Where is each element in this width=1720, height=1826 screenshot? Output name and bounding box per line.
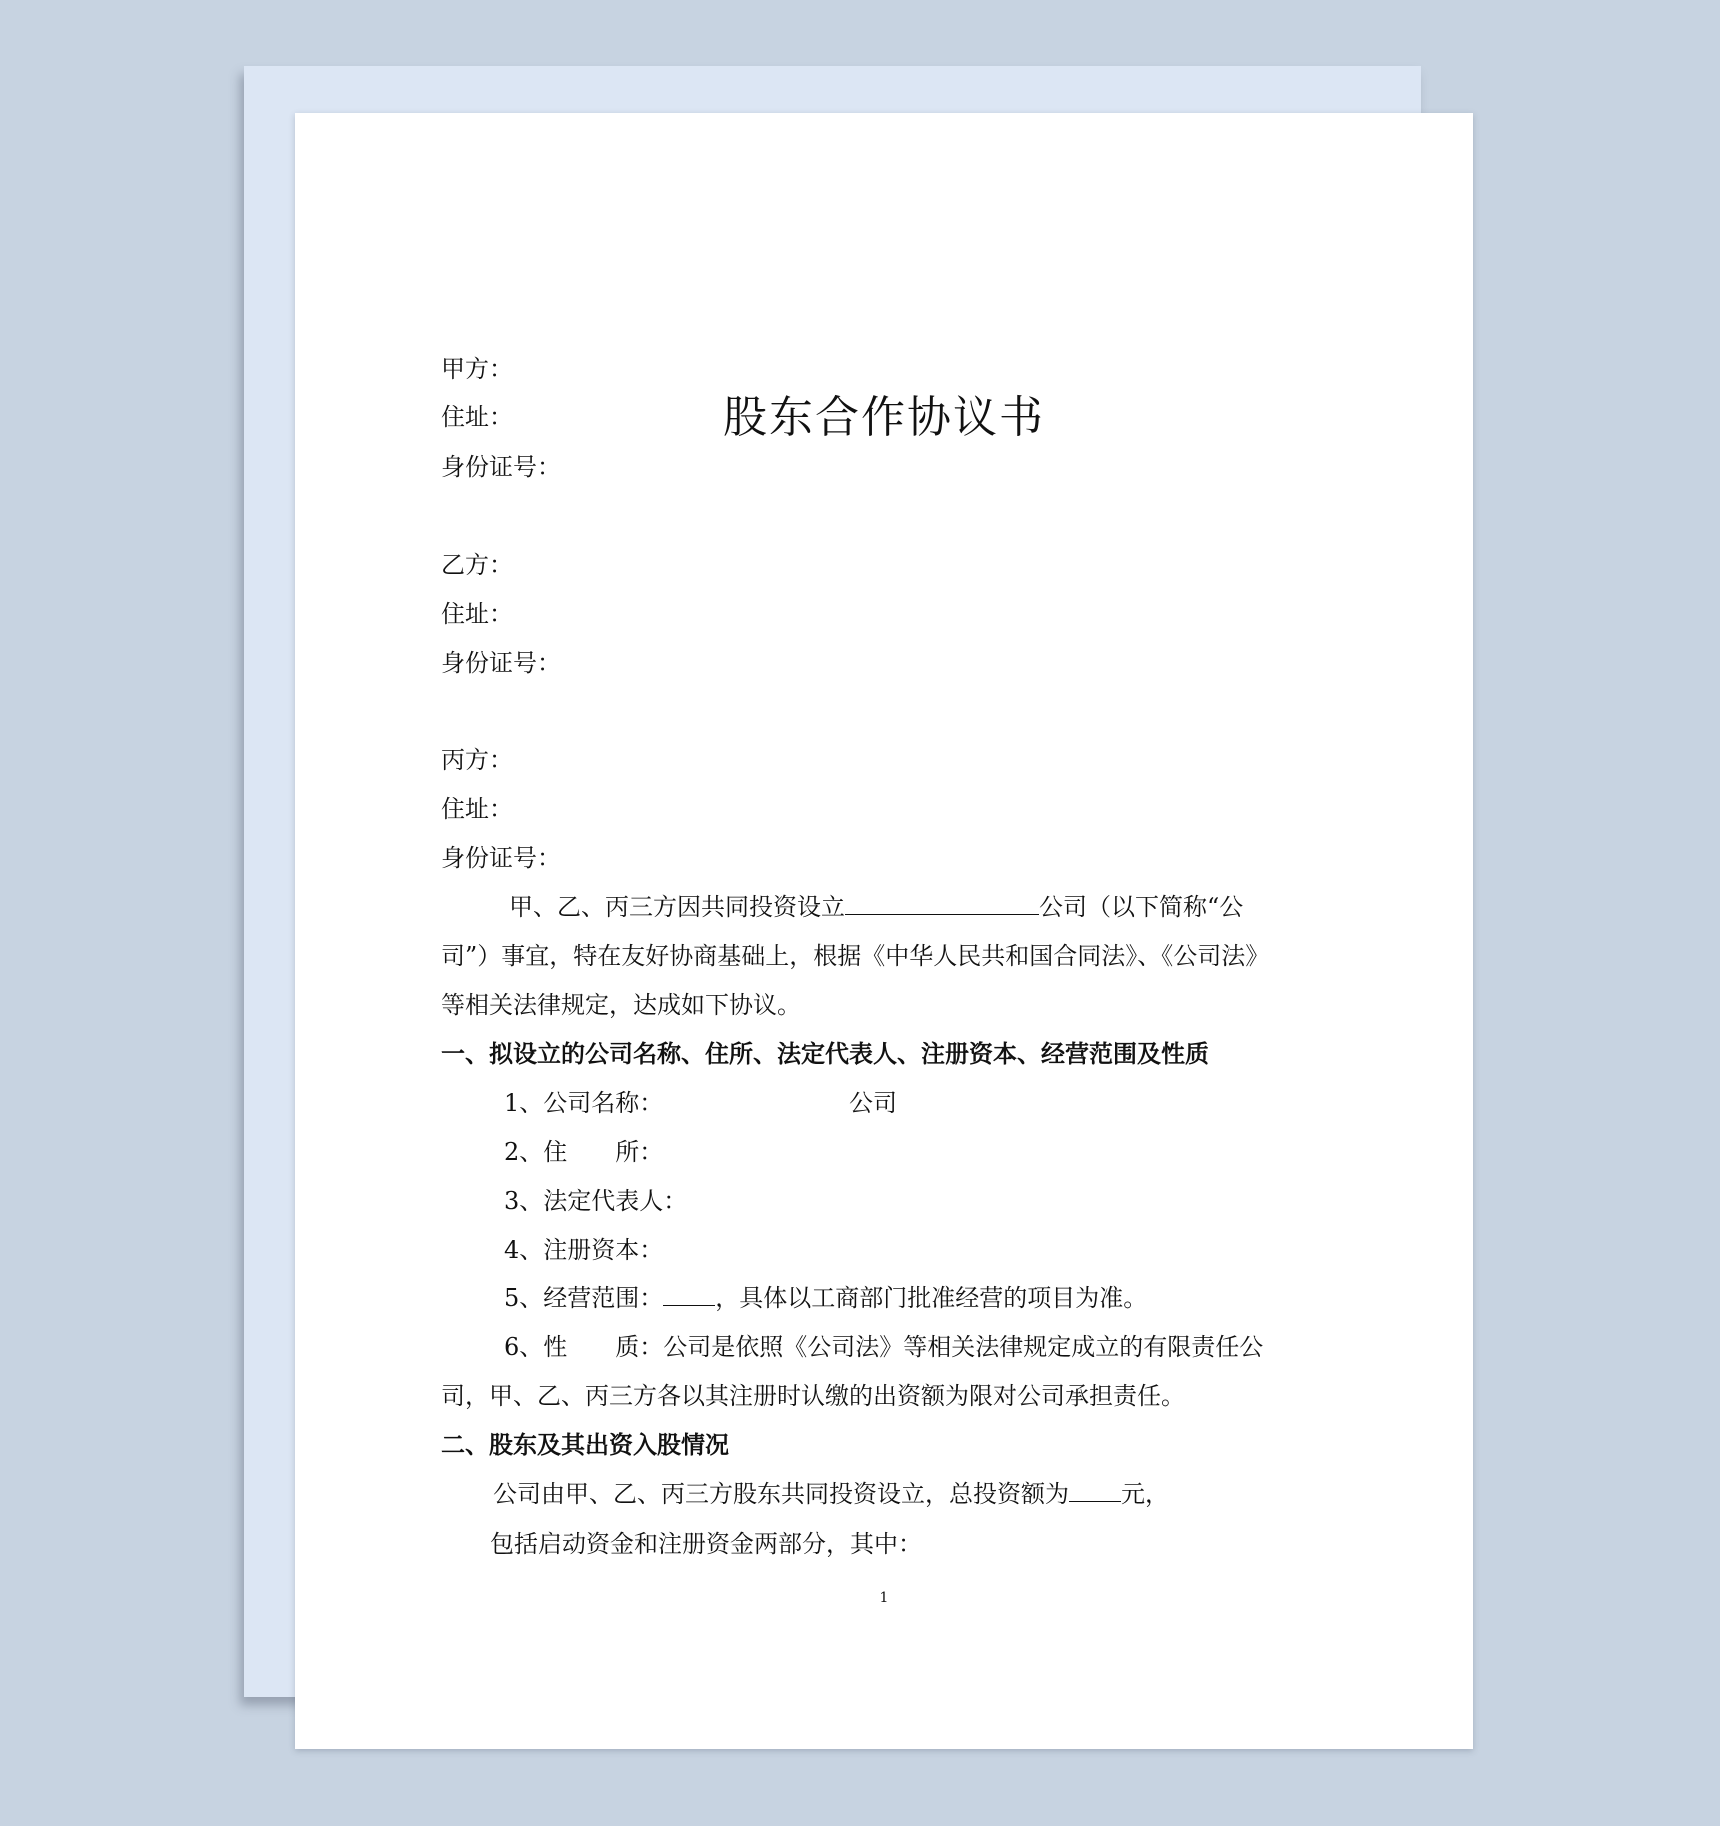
intro-line-3: 等相关法律规定，达成如下协议。 bbox=[441, 991, 801, 1019]
item-5-text: ，具体以工商部门批准经营的项目为准。 bbox=[715, 1284, 1148, 1312]
party-a-address-label: 住址： bbox=[441, 403, 513, 431]
intro-line-1-pre: 甲、乙、丙三方因共同投资设立 bbox=[509, 893, 845, 921]
item-5-label: 5、经营范围： bbox=[504, 1284, 664, 1312]
section-2-line-2: 包括启动资金和注册资金两部分，其中： bbox=[490, 1530, 922, 1558]
section-2-line-1-pre: 公司由甲、乙、丙三方股东共同投资设立，总投资额为 bbox=[493, 1480, 1069, 1508]
intro-line-2: 司”）事宜，特在友好协商基础上，根据《中华人民共和国合同法》、《公司法》 bbox=[441, 942, 1270, 970]
document-title: 股东合作协议书 bbox=[723, 392, 1045, 443]
item-6-line-2: 司，甲、乙、丙三方各以其注册时认缴的出资额为限对公司承担责任。 bbox=[441, 1382, 1185, 1410]
party-b-id-label: 身份证号： bbox=[441, 649, 561, 677]
party-c-id-label: 身份证号： bbox=[441, 844, 561, 872]
item-1-label: 1、公司名称： bbox=[504, 1089, 664, 1117]
total-investment-blank bbox=[1069, 1479, 1121, 1502]
party-a-id-label: 身份证号： bbox=[441, 453, 561, 481]
item-5-business-scope bbox=[504, 1283, 1147, 1313]
intro-line-1 bbox=[509, 892, 1243, 922]
section-2-line-1-post: 元， bbox=[1121, 1480, 1169, 1508]
party-a-name-label: 甲方： bbox=[441, 355, 513, 383]
party-c-address-label: 住址： bbox=[441, 795, 513, 823]
item-4-registered-capital: 4、注册资本： bbox=[504, 1236, 664, 1264]
section-1-heading: 一、拟设立的公司名称、住所、法定代表人、注册资本、经营范围及性质 bbox=[441, 1039, 1209, 1068]
page-number: 1 bbox=[879, 1590, 889, 1606]
section-2-heading: 二、股东及其出资入股情况 bbox=[441, 1430, 729, 1459]
document-page bbox=[295, 113, 1473, 1749]
party-b-name-label: 乙方： bbox=[441, 551, 513, 579]
item-1-company-name bbox=[504, 1088, 663, 1118]
intro-line-1-post: 公司（以下简称“公 bbox=[1039, 893, 1244, 921]
item-6-line-1: 6、性 质：公司是依照《公司法》等相关法律规定成立的有限责任公 bbox=[504, 1333, 1264, 1361]
item-2-address: 2、住 所： bbox=[504, 1138, 664, 1166]
business-scope-blank bbox=[663, 1283, 715, 1306]
item-3-legal-rep: 3、法定代表人： bbox=[504, 1187, 688, 1215]
party-c-name-label: 丙方： bbox=[441, 746, 513, 774]
item-1-suffix: 公司 bbox=[849, 1089, 897, 1117]
party-b-address-label: 住址： bbox=[441, 600, 513, 628]
company-name-blank bbox=[845, 892, 1039, 915]
section-2-line-1 bbox=[493, 1479, 1169, 1509]
